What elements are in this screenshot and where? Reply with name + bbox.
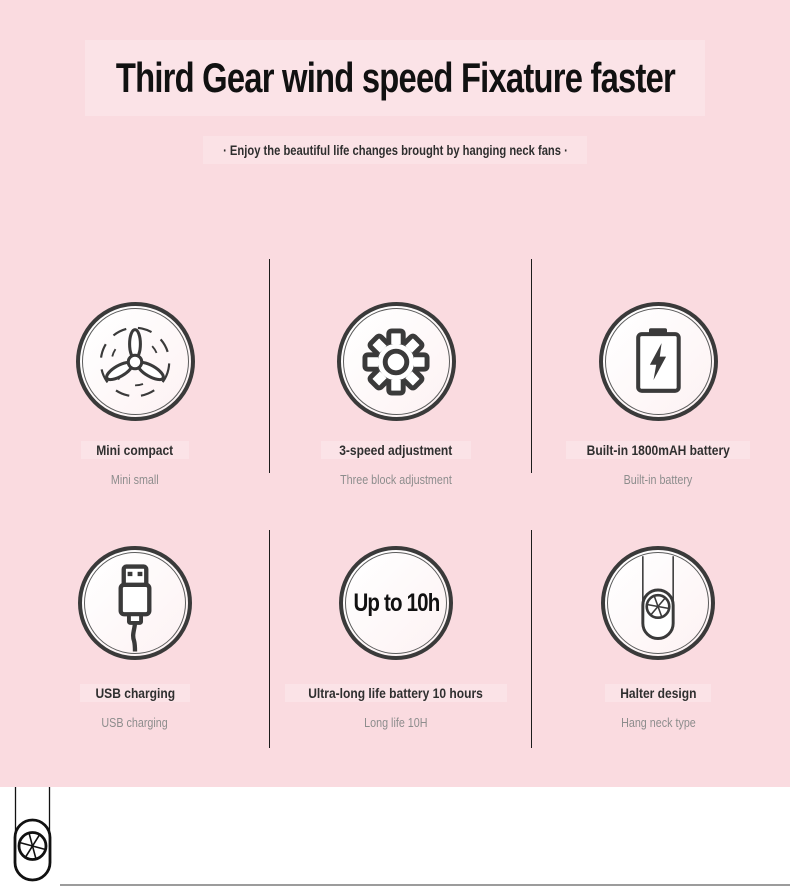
page-title: Third Gear wind speed Fixature faster	[115, 54, 675, 101]
battery-icon	[604, 308, 712, 416]
bottom-section	[0, 787, 790, 888]
feature-icon-circle	[339, 546, 453, 660]
column-divider	[531, 530, 532, 748]
feature-sublabel: Mini small	[111, 473, 159, 487]
feature-sublabel: Three block adjustment	[340, 473, 452, 487]
feature-icon-circle	[76, 302, 195, 421]
section-divider-line	[60, 884, 790, 886]
feature-icon-circle	[599, 302, 718, 421]
feature-icon-circle	[601, 546, 715, 660]
page-subtitle: · Enjoy the beautiful life changes brought by hanging neck fans ·	[222, 142, 568, 158]
neck-fan-lineart	[0, 787, 110, 888]
column-divider	[269, 259, 270, 473]
title-band	[85, 40, 705, 116]
subtitle-band	[203, 136, 587, 164]
feature-icon-circle	[78, 546, 192, 660]
feature-card-battery-life	[281, 546, 511, 732]
duration-badge: Up to 10h	[352, 588, 440, 617]
column-divider	[531, 259, 532, 473]
gear-icon	[342, 308, 450, 416]
feature-sublabel: Long life 10H	[364, 716, 428, 730]
feature-card-speed-adjustment	[281, 302, 511, 489]
feature-sublabel: Hang neck type	[620, 716, 696, 730]
feature-card-mini-compact	[20, 302, 250, 489]
column-divider	[269, 530, 270, 748]
feature-card-halter-design	[543, 546, 773, 732]
feature-sublabel: USB charging	[101, 716, 169, 730]
neck-fan-icon	[606, 551, 710, 655]
feature-card-usb-charging	[20, 546, 250, 732]
feature-label: Halter design	[605, 684, 712, 702]
usb-plug-icon	[83, 551, 187, 655]
feature-label: 3-speed adjustment	[321, 441, 470, 459]
feature-card-battery	[543, 302, 773, 489]
feature-label: Ultra-long life battery 10 hours	[285, 684, 506, 702]
feature-sublabel: Built-in battery	[623, 473, 693, 487]
feature-label: Mini compact	[81, 441, 188, 459]
feature-label: USB charging	[80, 684, 191, 702]
feature-icon-circle	[337, 302, 456, 421]
fan-icon	[81, 308, 189, 416]
feature-label: Built-in 1800mAH battery	[566, 441, 750, 459]
